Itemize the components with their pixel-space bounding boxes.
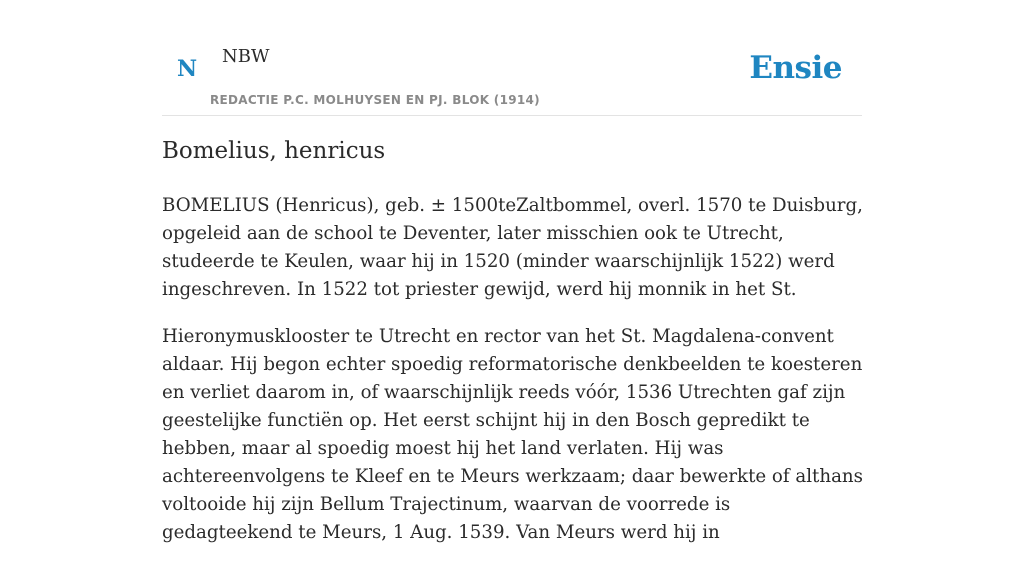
article-body <box>162 192 864 566</box>
source-logo: N <box>177 56 198 82</box>
article-paragraph: Hieronymusklooster te Utrecht en rector van het St. Magdalena-convent aldaar. Hij begon echter spoedig reformatorische denkbeelden te koesteren en verliet daarom in, of waarschijnlijk reeds vóór, 1536 Utrechten gaf zijn geestelijke functiën op. Het eerst schijnt hij in den Bosch gepredikt te hebben, maar al spoedig moest hij het land verlaten. Hij was achtereenvolgens te Kleef en te Meurs werkzaam; daar bewerkte of althans voltooide hij zijn Bellum Trajectinum, waarvan de voorrede is gedagteekend te Meurs, 1 Aug. 1539. Van Meurs werd hij in <box>162 326 863 543</box>
article-title: Bomelius, henricus <box>162 138 386 164</box>
source-title[interactable]: NBW <box>222 46 270 67</box>
source-subtitle: REDACTIE P.C. MOLHUYSEN EN PJ. BLOK (1914) <box>210 93 540 107</box>
brand-logo[interactable]: Ensie <box>749 50 842 86</box>
source-header <box>162 40 862 116</box>
article-paragraph: BOMELIUS (Henricus), geb. ± 1500teZaltbommel, overl. 1570 te Duisburg, opgeleid aan de school te Deventer, later misschien ook te Utrecht, studeerde te Keulen, waar hij in 1520 (minder waarschijnlijk 1522) werd ingeschreven. In 1522 tot priester gewijd, werd hij monnik in het St. <box>162 195 863 300</box>
